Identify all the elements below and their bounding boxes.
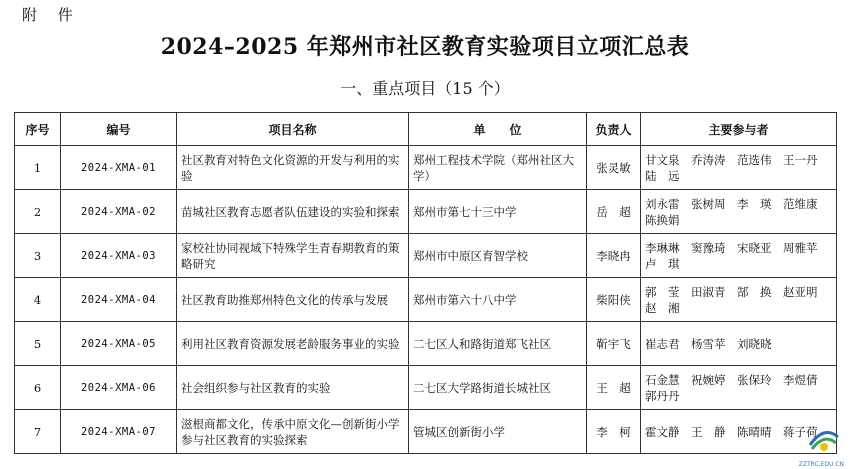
watermark-text: ZZTRC.EDU.CN <box>798 461 844 468</box>
cell-lead: 柴阳侠 <box>587 278 641 322</box>
attachment-label: 附 件 <box>22 6 81 24</box>
cell-code: 2024-XMA-02 <box>61 190 177 234</box>
header-unit: 单 位 <box>409 113 587 146</box>
cell-project-name: 社会组织参与社区教育的实验 <box>177 366 409 410</box>
page-title: 2024–2025 年郑州市社区教育实验项目立项汇总表 <box>160 34 690 60</box>
cell-seq: 4 <box>15 278 61 322</box>
header-code: 编号 <box>61 113 177 146</box>
cell-lead: 王 超 <box>587 366 641 410</box>
table-row <box>15 366 837 410</box>
cell-lead: 岳 超 <box>587 190 641 234</box>
cell-lead: 靳宇飞 <box>587 322 641 366</box>
cell-unit: 郑州工程技术学院（郑州社区大学） <box>409 146 587 190</box>
table-row <box>15 146 837 190</box>
cell-seq: 1 <box>15 146 61 190</box>
header-project-name: 项目名称 <box>177 113 409 146</box>
section-subtitle: 一、重点项目（15 个） <box>340 79 510 98</box>
site-logo-watermark <box>806 423 842 463</box>
cell-seq: 7 <box>15 410 61 454</box>
cell-unit: 郑州市第六十八中学 <box>409 278 587 322</box>
cell-members: 李琳琳 窦豫琦 宋晓亚 周雅苹 卢 琪 <box>641 234 837 278</box>
cell-code: 2024-XMA-03 <box>61 234 177 278</box>
cell-unit: 郑州市中原区育智学校 <box>409 234 587 278</box>
cell-project-name: 苗城社区教育志愿者队伍建设的实验和探索 <box>177 190 409 234</box>
cell-unit: 二七区人和路街道郑飞社区 <box>409 322 587 366</box>
cell-seq: 6 <box>15 366 61 410</box>
table-row <box>15 234 837 278</box>
cell-lead: 李晓冉 <box>587 234 641 278</box>
cell-seq: 5 <box>15 322 61 366</box>
cell-unit: 二七区大学路街道长城社区 <box>409 366 587 410</box>
cell-unit: 郑州市第七十三中学 <box>409 190 587 234</box>
cell-project-name: 社区教育对特色文化资源的开发与利用的实验 <box>177 146 409 190</box>
logo-icon <box>806 423 842 455</box>
cell-members: 郭 莹 田淑青 郜 换 赵亚明 赵 湘 <box>641 278 837 322</box>
cell-seq: 3 <box>15 234 61 278</box>
cell-project-name: 滋根商都文化，传承中原文化—创新街小学参与社区教育的实验探索 <box>177 410 409 454</box>
cell-code: 2024-XMA-01 <box>61 146 177 190</box>
cell-lead: 张灵敏 <box>587 146 641 190</box>
cell-project-name: 家校社协同视域下特殊学生青春期教育的策略研究 <box>177 234 409 278</box>
table-header-row <box>15 113 837 146</box>
cell-project-name: 利用社区教育资源发展老龄服务事业的实验 <box>177 322 409 366</box>
table-row <box>15 322 837 366</box>
header-seq: 序号 <box>15 113 61 146</box>
cell-code: 2024-XMA-06 <box>61 366 177 410</box>
cell-members: 崔志君 杨雪苹 刘晓晓 <box>641 322 837 366</box>
header-members: 主要参与者 <box>641 113 837 146</box>
cell-lead: 李 柯 <box>587 410 641 454</box>
project-summary-table <box>14 112 837 454</box>
cell-code: 2024-XMA-05 <box>61 322 177 366</box>
cell-code: 2024-XMA-07 <box>61 410 177 454</box>
cell-code: 2024-XMA-04 <box>61 278 177 322</box>
cell-members: 霍文静 王 静 陈晴晴 蒋子荷 <box>641 410 837 454</box>
cell-members: 甘文泉 乔涛涛 范选伟 王一丹 陆 远 <box>641 146 837 190</box>
table-row <box>15 190 837 234</box>
table-row <box>15 278 837 322</box>
header-lead: 负责人 <box>587 113 641 146</box>
cell-project-name: 社区教育助推郑州特色文化的传承与发展 <box>177 278 409 322</box>
table-row <box>15 410 837 454</box>
cell-unit: 管城区创新街小学 <box>409 410 587 454</box>
cell-members: 刘永雷 张树周 李 瑛 范维康 陈换娟 <box>641 190 837 234</box>
cell-seq: 2 <box>15 190 61 234</box>
cell-members: 石金慧 祝婉婷 张保玲 李煜倩 郭丹丹 <box>641 366 837 410</box>
